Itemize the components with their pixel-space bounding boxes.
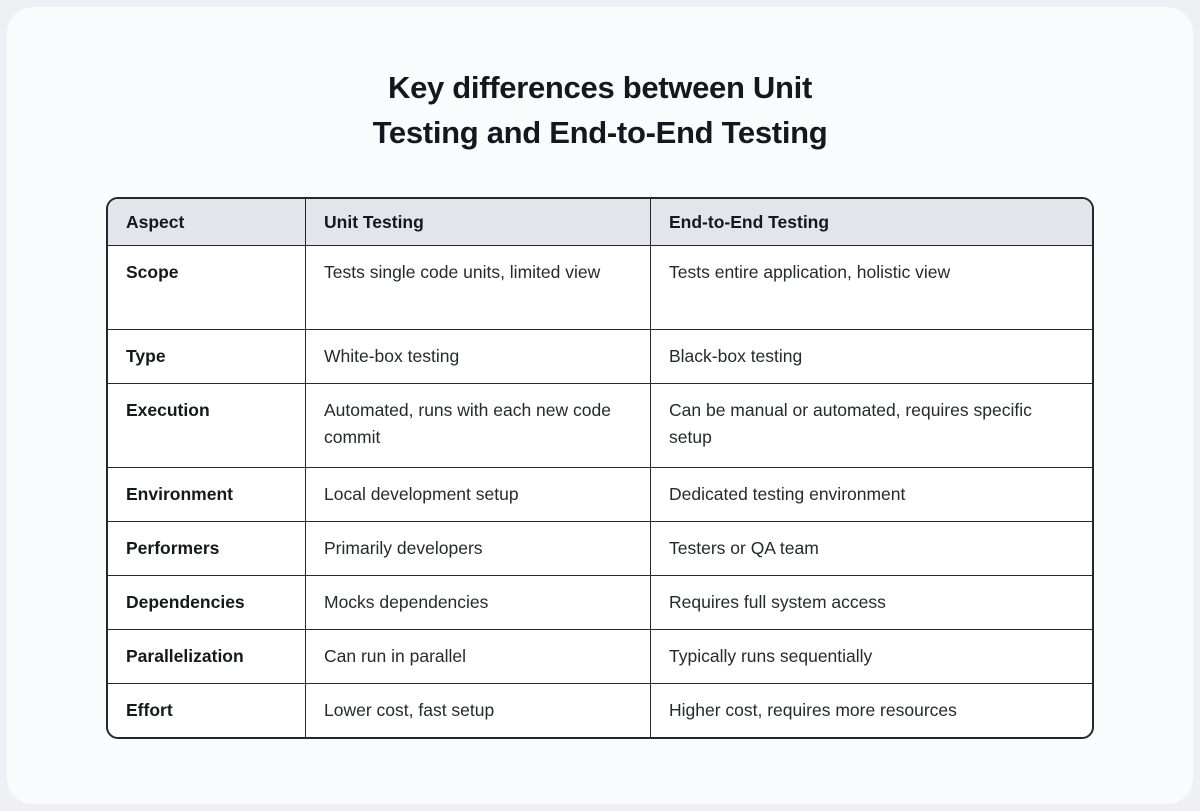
table-header	[108, 199, 1092, 246]
page-title-line-1: Key differences between Unit	[388, 70, 812, 105]
cell-aspect: Environment	[108, 468, 306, 522]
cell-unit-testing: White-box testing	[306, 330, 651, 384]
column-header-unit-testing: Unit Testing	[306, 199, 651, 246]
table-row-environment	[108, 468, 1092, 522]
cell-e2e-testing: Dedicated testing environment	[651, 468, 1092, 522]
table-row-performers	[108, 522, 1092, 576]
cell-unit-testing: Local development setup	[306, 468, 651, 522]
table-body	[108, 246, 1092, 737]
cell-e2e-testing: Tests entire application, holistic view	[651, 246, 1092, 330]
header-row	[108, 199, 1092, 246]
cell-unit-testing: Tests single code units, limited view	[306, 246, 651, 330]
cell-aspect: Execution	[108, 384, 306, 468]
cell-aspect: Performers	[108, 522, 306, 576]
cell-unit-testing: Lower cost, fast setup	[306, 684, 651, 737]
cell-aspect: Scope	[108, 246, 306, 330]
cell-unit-testing: Mocks dependencies	[306, 576, 651, 630]
table-row-dependencies	[108, 576, 1092, 630]
cell-unit-testing: Automated, runs with each new code commit	[306, 384, 651, 468]
infographic-card	[7, 7, 1193, 804]
cell-e2e-testing: Testers or QA team	[651, 522, 1092, 576]
page-title	[7, 65, 1193, 155]
cell-e2e-testing: Requires full system access	[651, 576, 1092, 630]
table-row-parallelization	[108, 630, 1092, 684]
column-header-e2e-testing: End-to-End Testing	[651, 199, 1092, 246]
cell-e2e-testing: Black-box testing	[651, 330, 1092, 384]
table-row-effort	[108, 684, 1092, 737]
cell-aspect: Effort	[108, 684, 306, 737]
cell-unit-testing: Primarily developers	[306, 522, 651, 576]
table-row-execution	[108, 384, 1092, 468]
cell-e2e-testing: Typically runs sequentially	[651, 630, 1092, 684]
page-title-line-2: Testing and End-to-End Testing	[372, 115, 828, 150]
cell-aspect: Type	[108, 330, 306, 384]
cell-e2e-testing: Higher cost, requires more resources	[669, 700, 957, 720]
table-row-type	[108, 330, 1092, 384]
cell-e2e-testing: Can be manual or automated, requires specific setup	[651, 384, 1092, 468]
table-row-scope	[108, 246, 1092, 330]
cell-unit-testing: Can run in parallel	[306, 630, 651, 684]
cell-aspect: Dependencies	[108, 576, 306, 630]
cell-aspect: Parallelization	[108, 630, 306, 684]
comparison-table	[106, 197, 1094, 739]
column-header-aspect: Aspect	[108, 199, 306, 246]
